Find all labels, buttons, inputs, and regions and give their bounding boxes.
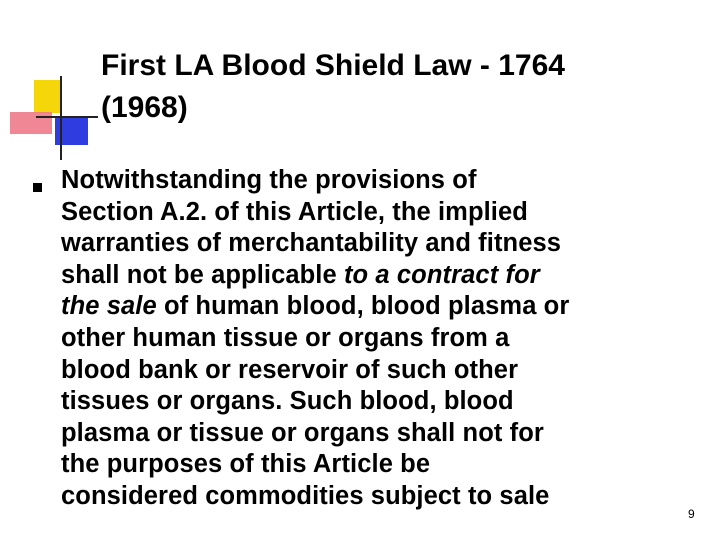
- title-line: First LA Blood Shield Law - 1764: [101, 49, 565, 82]
- body-text-segment: blood bank or reservoir of such other: [61, 355, 519, 384]
- logo-horizontal-line: [36, 116, 98, 118]
- body-line: [61, 418, 711, 450]
- body-line: [61, 291, 711, 323]
- body-text-segment: Notwithstanding the provisions of: [61, 166, 477, 194]
- title-line: (1968): [101, 91, 188, 124]
- body-line: [61, 165, 711, 197]
- body-text-segment: warranties of merchantability and fitness: [61, 229, 562, 258]
- logo-vertical-line: [60, 76, 62, 160]
- logo-yellow-square: [34, 80, 61, 113]
- body-line: [61, 197, 711, 229]
- body-line: [61, 355, 711, 387]
- body-text-segment: plasma or tissue or organs shall not for: [61, 418, 544, 447]
- emphasized-text: the sale: [61, 292, 157, 321]
- body-line: [61, 449, 711, 481]
- body-line: [61, 386, 711, 418]
- slide-title: [101, 45, 701, 129]
- body-text-segment: shall not be applicable: [61, 260, 344, 289]
- body-text-segment: other human tissue or organs from a: [61, 323, 510, 352]
- body-text-segment: of human blood, blood plasma or: [156, 292, 570, 321]
- body-line: [61, 228, 711, 260]
- slide-number: 9: [688, 507, 695, 521]
- body-text-segment: tissues or organs. Such blood, blood: [61, 387, 514, 416]
- body-text-segment: the purposes of this Article be: [61, 450, 431, 479]
- emphasized-text: to a contract for: [343, 260, 540, 289]
- body-line: [61, 323, 711, 355]
- body-line: [61, 481, 711, 513]
- body-text-segment: considered commodities subject to sale: [61, 481, 550, 510]
- body-text-segment: Section A.2. of this Article, the implied: [61, 197, 528, 226]
- bullet-text: [61, 165, 711, 513]
- bullet-square-icon: [33, 183, 42, 192]
- body-line: [61, 260, 711, 292]
